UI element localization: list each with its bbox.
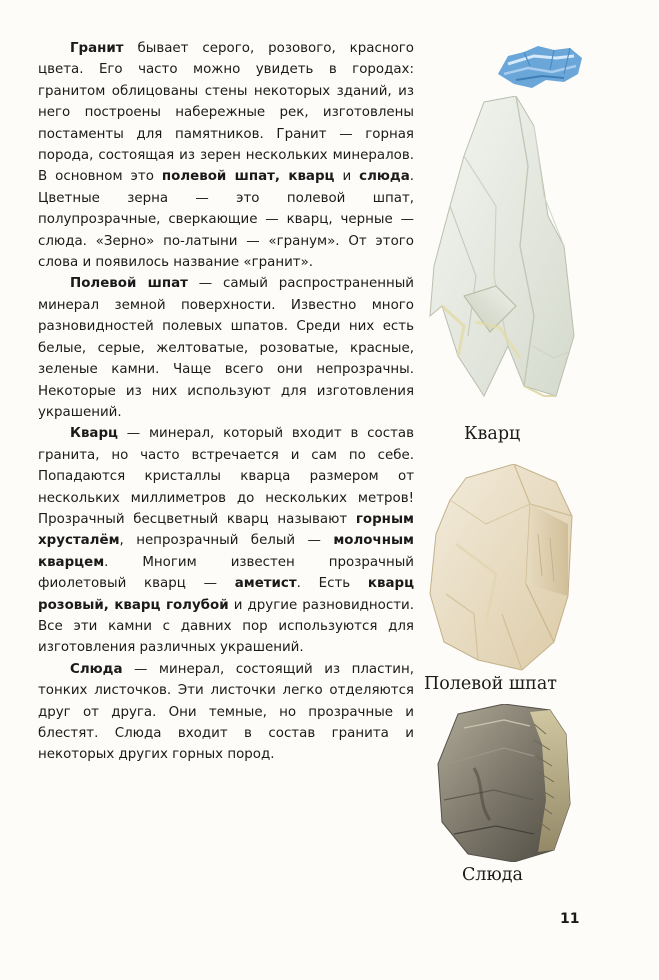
text-segment: бывает серого, розового, красного цвета. Его часто можно увидеть в городах: гранитом облицованы стены некоторых зданий, из него построены набережные рек, изготовлены постаменты для памятников. Гранит — горная порода, состоящая из зерен нескольких минералов. В основном это (38, 41, 414, 185)
text-segment: . Есть (296, 576, 368, 592)
bold-term: кварц розовый, кварц голубой (38, 576, 414, 613)
feldspar-icon (426, 464, 576, 676)
article-text (38, 38, 414, 766)
caption-quartz: Кварц (464, 424, 521, 444)
text-segment: и (334, 169, 360, 185)
text-segment: , непрозрачный белый — (119, 533, 334, 549)
text-segment: — минерал, который входит в состав гранита, но часто встречается и сам по себе. Попадаются кристаллы кварца размером от нескольких миллиметров до нескольких метров! Прозрачный бесцветный кварц называют (38, 426, 414, 527)
bold-term: Полевой шпат (70, 276, 188, 292)
paragraph-quartz (38, 423, 414, 658)
quartz-crystal-icon (424, 96, 580, 414)
bold-term: Кварц (70, 426, 118, 442)
text-segment: — самый распространенный минерал земной поверхности. Известно много разновидностей полевых шпатов. Среди них есть белые, серые, желтоватые, розоватые, красные, зеленые камни. Чаще всего они непрозрачны. Некоторые из них используют для изготовления украшений. (38, 276, 414, 420)
text-segment: . Многим известен прозрачный фиолетовый кварц — (38, 554, 414, 592)
bold-term: горным хрусталём (38, 511, 414, 549)
paragraph-feldspar (38, 273, 414, 423)
page-number: 11 (560, 911, 580, 927)
blue-mineral-icon (494, 44, 586, 92)
paragraph-granite (38, 38, 414, 273)
paragraph-mica (38, 659, 414, 766)
bold-term: аметист (234, 576, 297, 592)
text-segment: и другие разновидности. Все эти камни с давних пор используются для изготовления различных украшений. (38, 597, 415, 656)
bold-term: Гранит (70, 41, 124, 56)
mica-icon (434, 704, 572, 862)
bold-term: полевой шпат, кварц (161, 169, 335, 185)
bold-term: слюда (359, 169, 410, 185)
bold-term: Слюда (70, 661, 123, 677)
caption-mica: Слюда (462, 865, 523, 885)
caption-feldspar: Полевой шпат (424, 674, 557, 694)
bold-term: молочным кварцем (38, 533, 414, 570)
text-segment: . Цветные зерна — это полевой шпат, полупрозрачные, сверкающие — кварц, черные — слюда. «Зерно» по-латыни — «гранум». От этого слова и появилось название «гранит». (38, 169, 415, 271)
text-segment: — минерал, состоящий из пластин, тонких листочков. Эти листочки легко отделяются друг от друга. Они темные, но прозрачные и блестят. Слюда входит в состав гранита и некоторых других горных пород. (38, 661, 414, 763)
